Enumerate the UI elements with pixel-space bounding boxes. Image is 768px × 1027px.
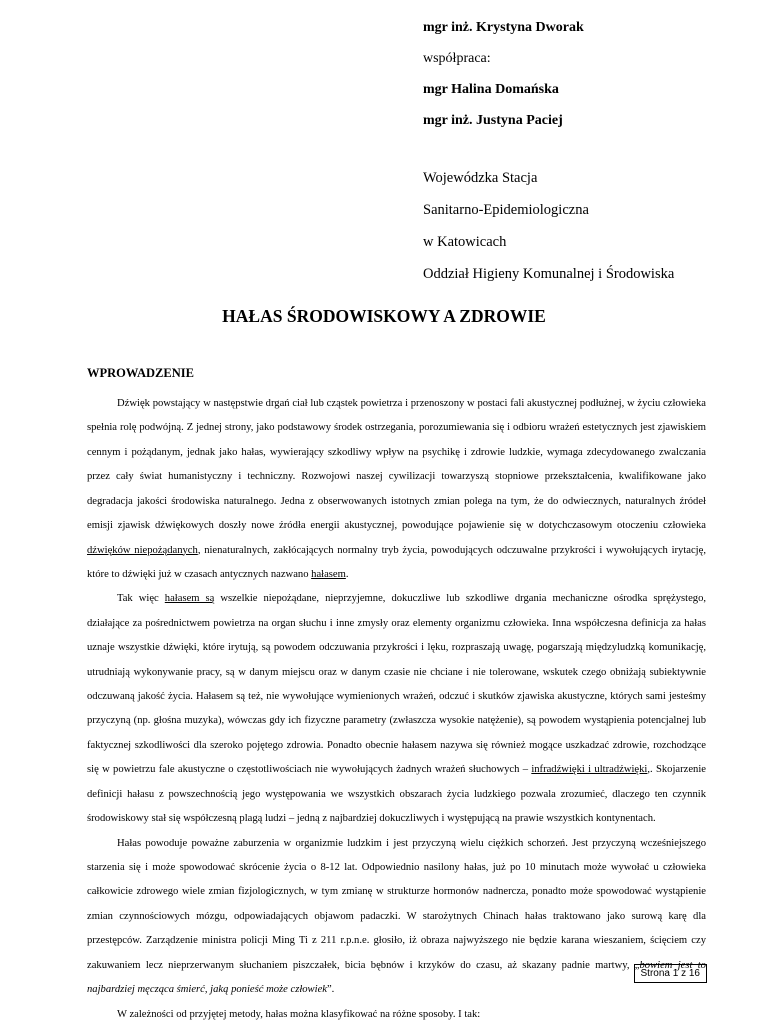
- paragraph: [87, 587, 706, 831]
- text-span: Dźwięk powstający w następstwie drgań ciał lub cząstek powietrza i przenoszony w postaci fali akustycznej podłużnej, w życiu człowieka spełnia rolę podwójną. Z jednej strony, jako podstawowy środek ostrzegania, porozumiewania się i odbioru wrażeń estetycznych jest zjawiskiem cennym i pożądanym, jednak jako hałas, wywierający szkodliwy wpływ na psychikę i zdrowie ludzkie, wymaga zdecydowanego zwalczania przez cały świat humanistyczny i techniczny. Rozwojowi naszej cywilizacji towarzyszą stopniowe przekształcenia, kwalifikowane jako degradacja jakości środowiska naturalnego. Jedna z obserwowanych istotnych zmian polega na tym, że do odwiecznych, naturalnych źródeł emisji zjawisk dźwiękowych doszły nowe źródła energii akustycznej, powodujące pojawienie się w dotychczasowym otoczeniu człowieka: [87, 398, 706, 532]
- text-span: wszelkie niepożądane, nieprzyjemne, dokuczliwe lub szkodliwe drgania mechaniczne ośrodka sprężystego, działające za pośrednictwem powietrza na organ słuchu i inne zmysły oraz elementy organizmu człowieka. Inna współczesna definicja za hałas uznaje wszystkie dźwięki, które irytują, są powodem odczuwania przykrości i lęku, rozpraszają uwagę, pogarszają międzyludzką komunikację, utrudniają wykonywanie pracy, są w danym miejscu oraz w danym czasie nie chciane i nie tolerowane, wskutek czego obniżają subiektywnie odczuwaną jakość życia. Hałasem są też, nie wywołujące wymienionych wrażeń, odczuć i skutków zjawiska akustyczne, których sami jesteśmy przyczyną (np. głośna muzyka), wówczas gdy ich fizyczne parametry (zwłaszcza wysokie natężenie), są powodem wystąpienia potencjalnej lub faktycznej szkodliwości dla szeroko pojętego zdrowia. Ponadto obecnie hałasem nazywa się również mogące uszkadzać zdrowie, rozchodzące się w powietrzu fale akustyczne o częstotliwościach nie wywołujących żadnych wrażeń słuchowych –: [87, 593, 707, 776]
- affiliation-line: Wojewódzka Stacja: [423, 170, 538, 186]
- paragraph: [87, 832, 706, 1003]
- underlined-term: hałasem: [311, 568, 346, 580]
- underlined-term: hałasem są: [164, 593, 215, 605]
- author-name: mgr Halina Domańska: [423, 82, 559, 97]
- underlined-term: dźwięków niepożądanych: [87, 544, 198, 556]
- paragraph: W zależności od przyjętej metody, hałas można klasyfikować na różne sposoby. I tak:: [117, 1008, 481, 1020]
- affiliation-line: w Katowicach: [423, 234, 507, 250]
- underlined-term: infradźwięki i ultradźwięki: [531, 764, 648, 776]
- text-span: , nienaturalnych, zakłócających normalny tryb życia, powodujących odczuwalne przykrości i wywołujących irytację, które to dźwięki już w czasach antycznych nazwano: [87, 544, 706, 580]
- paragraph: [87, 392, 706, 587]
- italic-quote: bowiem jest to najbardziej męcząca śmierć, jaką ponieść może człowiek: [87, 959, 706, 996]
- text-span: Hałas powoduje poważne zaburzenia w organizmie ludzkim i jest przyczyną wielu ciężkich schorzeń. Jest przyczyną wcześniejszego starzenia się i może spowodować skrócenie życia o 8-12 lat. Odpowiednio nasilony hałas, już po 10 minutach może wywołać u człowieka całkowicie zdrowego wiele zmian fizjologicznych, w tym zmianę w strukturze hormonów nadnercza, ponadto może spowodować wystąpienie zmian czynnościowych mózgu, odpowiadających objawom padaczki. W starożytnych Chinach hałas traktowano jako surową karę dla przestępców. Zarządzenie ministra policji Ming Ti z 211 r.p.n.e. głosiło, iż obraza najwyższego nie będzie karana wieszaniem, ścięciem czy zakuwaniem lecz nieprzerwanym słuchaniem piszczałek, bicia bębnów i krzyków do czasu, aż skazany padnie martwy, „: [87, 837, 706, 971]
- text-span: ,. Skojarzenie definicji hałasu z powszechnością jego występowania we wszystkich obszarach życia ludzkiego pozwala zrozumieć, dlaczego ten czynnik środowiskowy stał się współczesną plagą ludzi – jedną z najbardziej dokuczliwych i występującą na prawie wszystkich kontynentach.: [87, 764, 706, 825]
- author-block: [423, 17, 753, 141]
- body-text: [87, 392, 706, 1027]
- affiliation-line: Sanitarno-Epidemiologiczna: [423, 202, 589, 218]
- affiliation-line: Oddział Higieny Komunalnej i Środowiska: [423, 266, 675, 282]
- page-number: Strona 1 z 16: [634, 964, 707, 983]
- text-span: ”.: [326, 984, 335, 996]
- text-span: .: [345, 568, 349, 580]
- author-name: mgr inż. Justyna Paciej: [423, 113, 563, 128]
- document-title: HAŁAS ŚRODOWISKOWY A ZDROWIE: [222, 306, 546, 326]
- author-name: mgr inż. Krystyna Dworak: [423, 20, 584, 35]
- text-span: Tak więc: [117, 593, 165, 605]
- cooperation-label: współpraca:: [423, 51, 491, 66]
- affiliation-block: [423, 167, 763, 295]
- section-heading: WPROWADZENIE: [87, 366, 194, 380]
